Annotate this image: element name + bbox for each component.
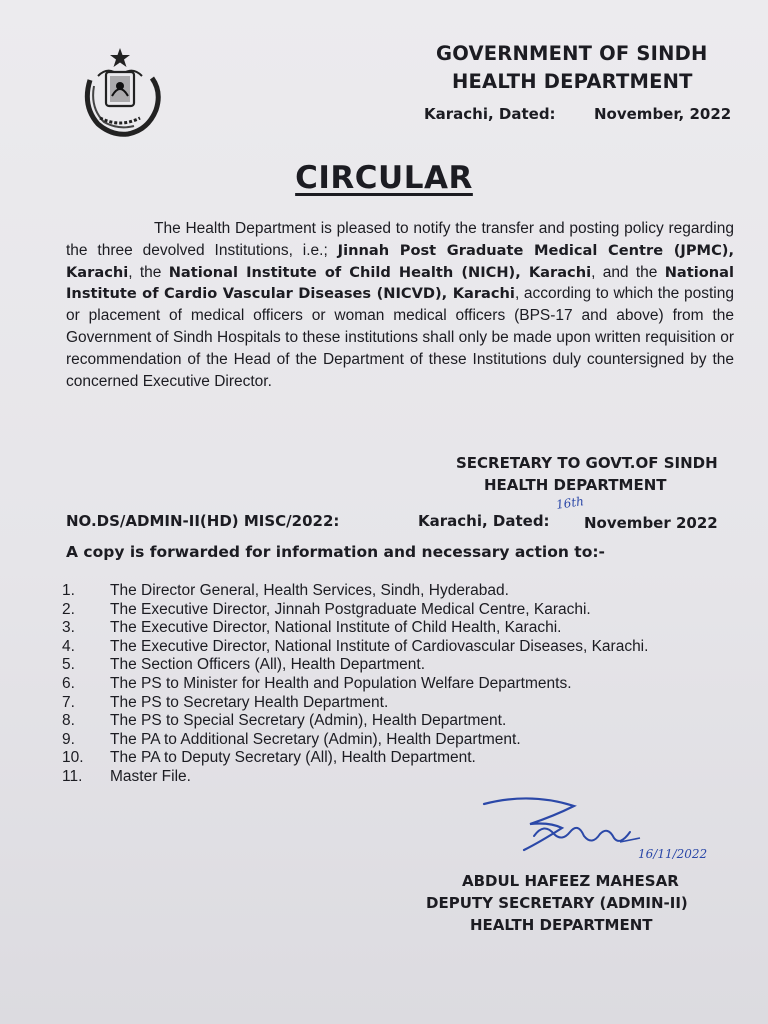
list-item-text: The PS to Special Secretary (Admin), Health Department. [110,712,507,730]
list-item-number: 2. [62,600,75,618]
letter-date-month: November, 2022 [594,105,732,123]
list-item-text: The Director General, Health Services, Sindh, Hyderabad. [110,582,509,599]
list-item [62,619,742,638]
list-item-text: The Section Officers (All), Health Department. [110,656,426,674]
list-item-text: The Executive Director, National Institute of Cardiovascular Diseases, Karachi. [110,637,649,655]
list-item [62,768,742,787]
list-item [62,656,742,675]
list-item-number: 10. [62,749,84,767]
list-item-text: The PS to Secretary Health Department. [110,693,389,711]
list-item [62,582,742,601]
list-item-number: 4. [62,637,75,655]
handwritten-signature [470,792,750,872]
list-item-number: 5. [62,656,75,674]
body-text-part: , the [128,263,162,281]
letter-date-label: Karachi, Dated: [424,105,556,123]
list-item-number: 6. [62,674,75,692]
document-title-text: CIRCULAR [295,160,473,196]
institution-nich: National Institute of Child Health (NICH), Karachi [168,263,592,281]
list-item-number: 1. [62,582,75,599]
copy-forwarded-line: A copy is forwarded for information and necessary action to:- [66,543,605,561]
list-item [62,749,742,768]
list-item-text: Master File. [110,767,191,785]
government-of-sindh-emblem [76,46,164,138]
document-title [0,160,768,196]
list-item-text: The Executive Director, National Institute of Child Health, Karachi. [110,619,562,637]
list-item-text: The Executive Director, Jinnah Postgraduate Medical Centre, Karachi. [110,600,591,618]
list-item-text: The PA to Deputy Secretary (All), Health Department. [110,749,476,767]
secretary-department: HEALTH DEPARTMENT [484,476,667,494]
reference-date-label: Karachi, Dated: [418,512,550,530]
letter-date [424,105,732,123]
list-item [62,601,742,620]
list-item [62,731,742,750]
signatory-designation: DEPUTY SECRETARY (ADMIN-II) [426,894,688,912]
list-item-text: The PA to Additional Secretary (Admin), Health Department. [110,730,521,748]
secretary-title: SECRETARY TO GOVT.OF SINDH [456,454,718,472]
letterhead [436,40,736,96]
list-item-number: 7. [62,693,75,711]
institution-nicvd: National Institute of Cardio Vascular Diseases (NICVD), Karachi [66,263,735,303]
list-item [62,675,742,694]
handwritten-day: 16th [555,494,585,512]
list-item-number: 8. [62,712,75,730]
body-text-part: , according to which the posting or placement of medical officers or woman medical officers (BPS-17 and above) from the Government of Sindh Hospitals to these institutions shall only be made upon written requisition or recommendation of the Head of the Department of these Institutions duly countersigned by the concerned Executive Director. [66,285,734,390]
letterhead-department: HEALTH DEPARTMENT [452,70,693,93]
reference-number: NO.DS/ADMIN-II(HD) MISC/2022: [66,512,340,530]
signatory-name: ABDUL HAFEEZ MAHESAR [462,872,679,890]
handwritten-signature-date: 16/11/2022 [638,847,708,861]
reference-line [66,512,746,530]
institution-jpmc: Jinnah Post Graduate Medical Centre (JPMC), Karachi [66,241,734,281]
circular-body [66,218,734,392]
secretary-block [456,452,718,496]
list-item [62,712,742,731]
list-item-number: 3. [62,619,75,637]
body-text-part: , and the [591,263,658,281]
signatory-department: HEALTH DEPARTMENT [470,916,653,934]
list-item [62,694,742,713]
letterhead-government: GOVERNMENT OF SINDH [436,42,708,65]
list-item-number: 9. [62,730,75,748]
recipient-list [62,582,742,787]
signatory-block [426,870,688,936]
list-item-number: 11. [62,767,83,785]
list-item [62,638,742,657]
body-text-part: The Health Department is pleased to notify the transfer and posting policy regarding the three devolved Institutions, i.e.; [66,220,734,259]
reference-date-month: November 2022 [584,514,718,532]
list-item-text: The PS to Minister for Health and Population Welfare Departments. [110,674,572,692]
